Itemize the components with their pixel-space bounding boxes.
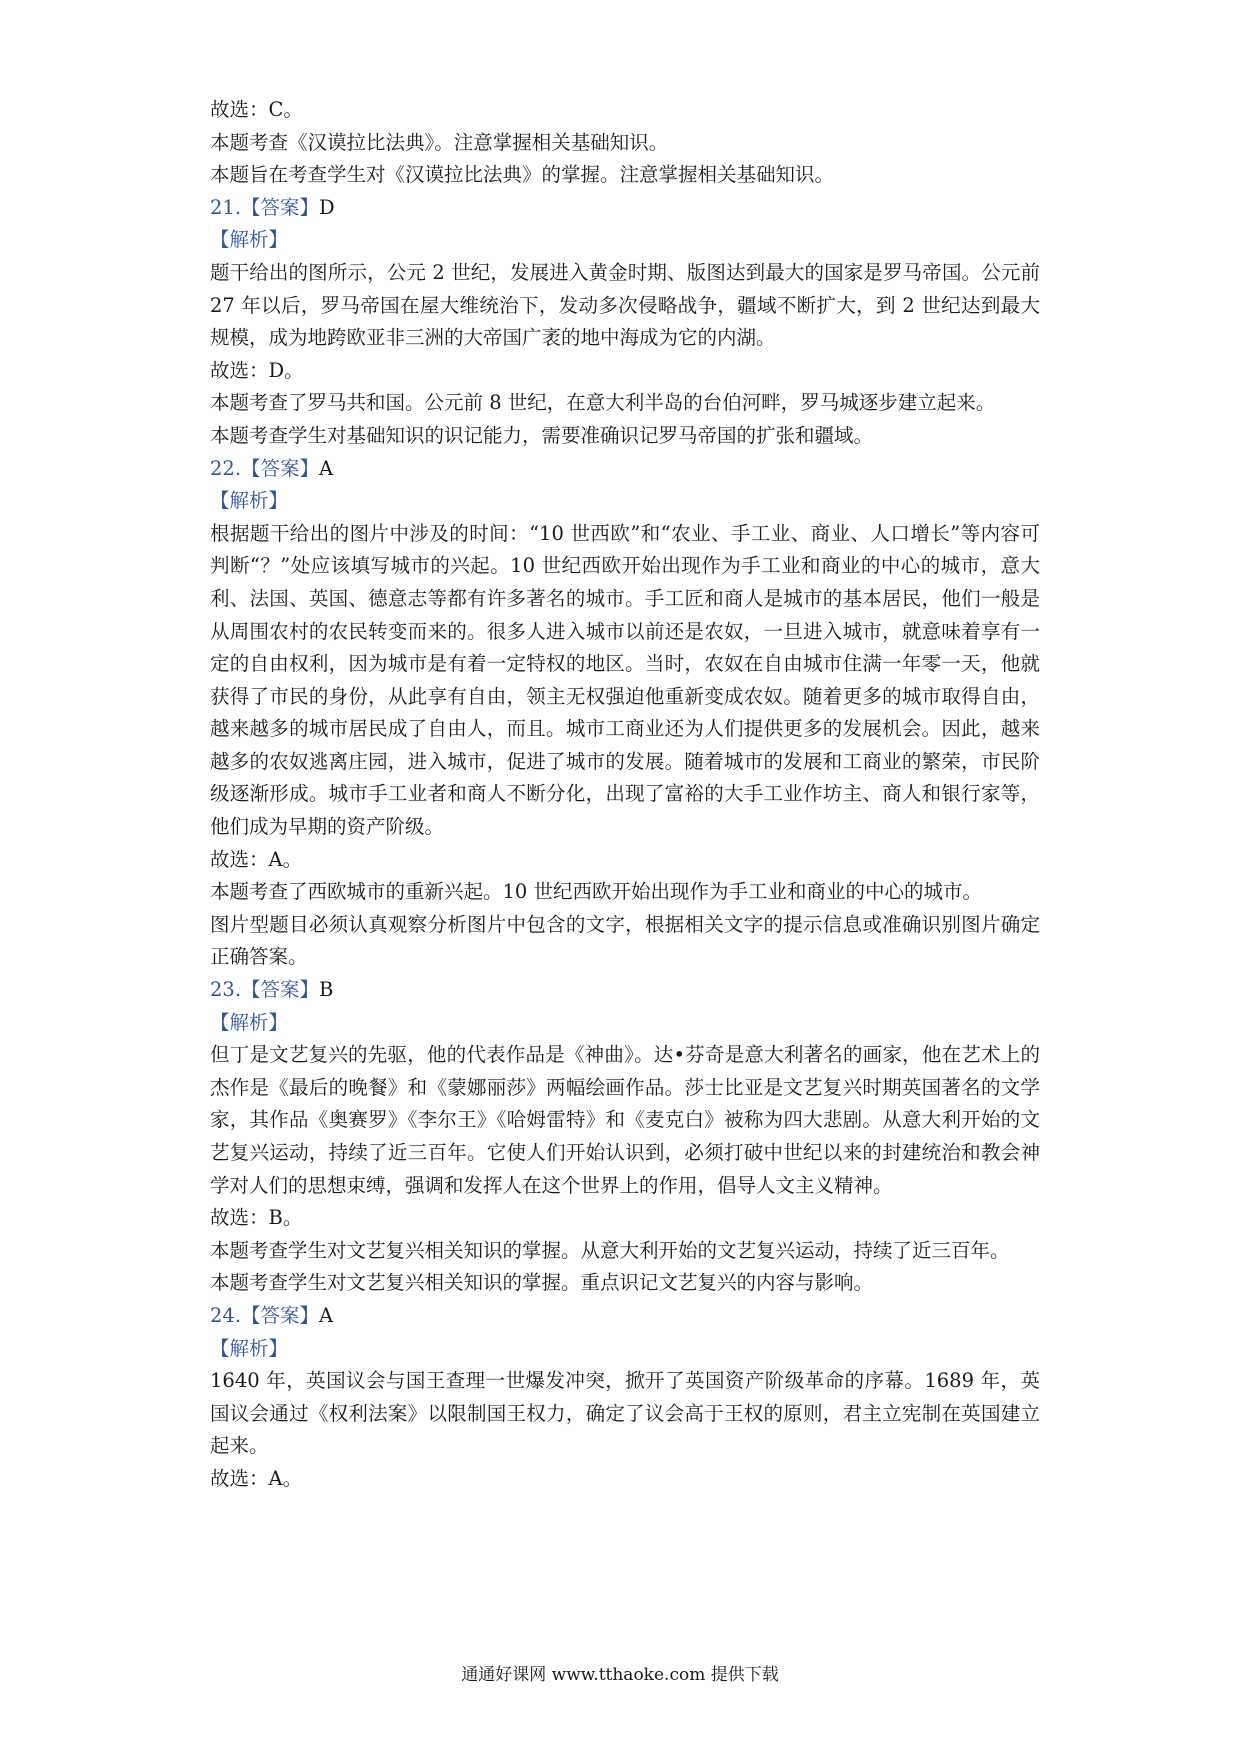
text-paragraph: 故选：D。 <box>210 358 304 382</box>
answer-line <box>210 453 1040 486</box>
answer-line <box>210 1300 1040 1333</box>
answer-value: D <box>319 195 335 219</box>
text-paragraph: 但丁是文艺复兴的先驱，他的代表作品是《神曲》。达•芬奇是意大利著名的画家，他在艺术上的杰作是《最后的晚餐》和《蒙娜丽莎》两幅绘画作品。莎士比亚是文艺复兴时期英国著名的文学家，其作品《奥赛罗》《李尔王》《哈姆雷特》和《麦克白》被称为四大悲剧。从意大利开始的文艺复兴运动，持续了近三百年。它使人们开始认识到，必须打破中世纪以来的封建统治和教会神学对人们的思想束缚，强调和发挥人在这个世界上的作用，倡导人文主义精神。 <box>210 1043 1040 1197</box>
answer-value: A <box>319 456 334 480</box>
text-paragraph: 本题考查学生对文艺复兴相关知识的掌握。从意大利开始的文艺复兴运动，持续了近三百年。 <box>210 1238 1010 1262</box>
text-paragraph: 图片型题目必须认真观察分析图片中包含的文字，根据相关文字的提示信息或准确识别图片确定正确答案。 <box>210 912 1040 969</box>
analysis-heading: 【解析】 <box>210 1336 289 1360</box>
text-paragraph: 1640 年，英国议会与国王查理一世爆发冲突，掀开了英国资产阶级革命的序幕。1689 年，英国议会通过《权利法案》以限制国王权力，确定了议会高于王权的原则，君主立宪制在英国建立起来。 <box>210 1369 1040 1458</box>
document-body <box>210 94 1040 1496</box>
text-paragraph: 本题考查学生对文艺复兴相关知识的掌握。重点识记文艺复兴的内容与影响。 <box>210 1271 874 1295</box>
answer-label: 【答案】 <box>241 1303 320 1327</box>
text-paragraph: 根据题干给出的图片中涉及的时间：“10 世西欧”和“农业、手工业、商业、人口增长”等内容可判断“？”处应该填写城市的兴起。10 世纪西欧开始出现作为手工业和商业的中心的城市，意大利、法国、英国、德意志等都有许多著名的城市。手工匠和商人是城市的基本居民，他们一般是从周围农村的农民转变而来的。很多人进入城市以前还是农奴，一旦进入城市，就意味着享有一定的自由权利，因为城市是有着一定特权的地区。当时，农奴在自由城市住满一年零一天，他就获得了市民的身份，从此享有自由，领主无权强迫他重新变成农奴。随着更多的城市取得自由，越来越多的城市居民成了自由人，而且。城市工商业还为人们提供更多的发展机会。因此，越来越多的农奴逃离庄园，进入城市，促进了城市的发展。随着城市的发展和工商业的繁荣，市民阶级逐渐形成。城市手工业者和商人不断分化，出现了富裕的大手工业作坊主、商人和银行家等，他们成为早期的资产阶级。 <box>210 521 1040 839</box>
question-number: 23. <box>210 978 242 1002</box>
answer-line <box>210 974 1040 1007</box>
text-paragraph: 故选：C。 <box>210 98 303 121</box>
analysis-heading: 【解析】 <box>210 489 289 513</box>
answer-value: B <box>319 978 334 1002</box>
answer-label: 【答案】 <box>241 456 320 480</box>
text-paragraph: 故选：A。 <box>210 1466 303 1490</box>
text-paragraph: 题干给出的图所示，公元 2 世纪，发展进入黄金时期、版图达到最大的国家是罗马帝国。公元前 27 年以后，罗马帝国在屋大维统治下，发动多次侵略战争，疆域不断扩大，到 2 世纪达到最大规模，成为地跨欧亚非三洲的大帝国广袤的地中海成为它的内湖。 <box>210 260 1040 350</box>
text-paragraph: 故选：A。 <box>210 847 303 871</box>
page-footer: 通通好课网 www.tthaoke.com 提供下载 <box>461 1665 779 1685</box>
question-number: 22. <box>210 456 242 480</box>
analysis-heading: 【解析】 <box>210 228 289 252</box>
text-paragraph: 故选：B。 <box>210 1206 303 1230</box>
text-paragraph: 本题考查了西欧城市的重新兴起。10 世纪西欧开始出现作为手工业和商业的中心的城市。 <box>210 880 983 904</box>
answer-value: A <box>319 1303 334 1327</box>
answer-label: 【答案】 <box>241 195 320 219</box>
analysis-heading: 【解析】 <box>210 1010 289 1034</box>
question-number: 21. <box>210 195 242 219</box>
question-number: 24. <box>210 1303 242 1327</box>
text-paragraph: 本题考查《汉谟拉比法典》。注意掌握相关基础知识。 <box>210 130 669 154</box>
text-paragraph: 本题旨在考查学生对《汉谟拉比法典》的掌握。注意掌握相关基础知识。 <box>210 163 835 187</box>
answer-line <box>210 192 1040 225</box>
text-paragraph: 本题考查学生对基础知识的识记能力，需要准确识记罗马帝国的扩张和疆域。 <box>210 423 874 447</box>
answer-label: 【答案】 <box>241 978 320 1002</box>
text-paragraph: 本题考查了罗马共和国。公元前 8 世纪，在意大利半岛的台伯河畔，罗马城逐步建立起来。 <box>210 391 996 415</box>
